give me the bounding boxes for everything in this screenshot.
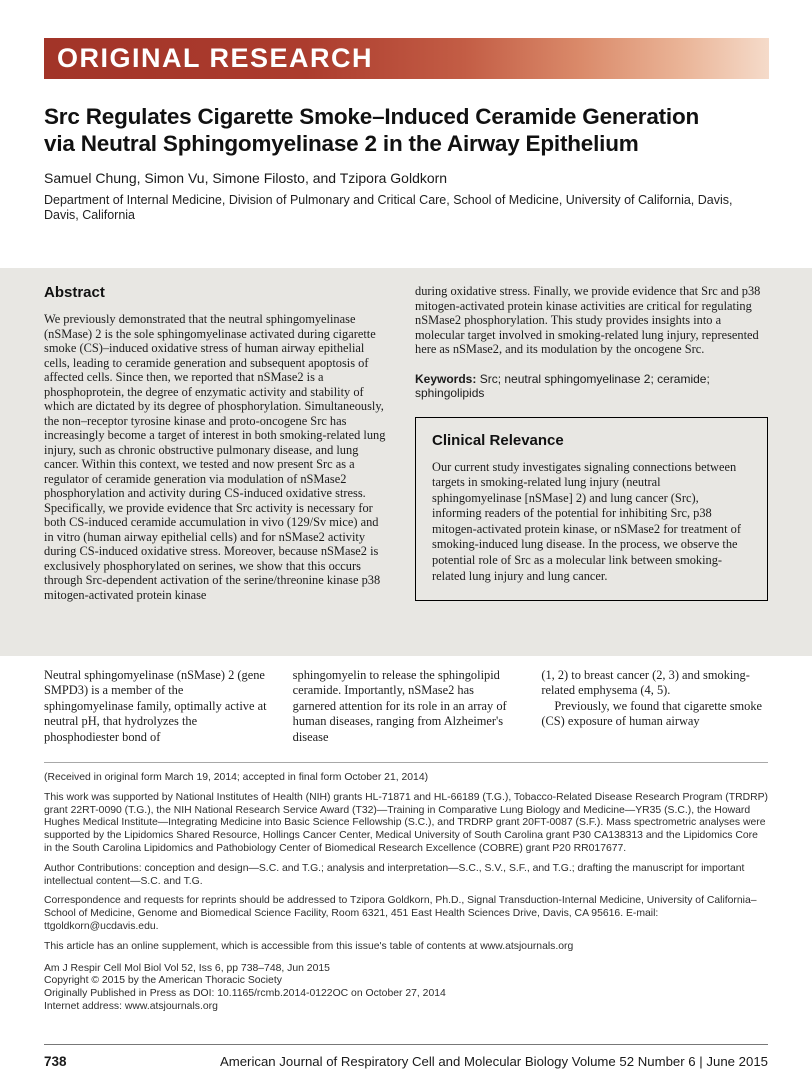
journal-citation: American Journal of Respiratory Cell and Molecular Biology Volume 52 Number 6 | June 2015 bbox=[219, 1054, 768, 1069]
body-column-2 bbox=[293, 668, 520, 745]
banner-label: ORIGINAL RESEARCH bbox=[57, 43, 374, 73]
keywords-label: Keywords: bbox=[415, 371, 477, 386]
title-line-2: via Neutral Sphingomyelinase 2 in the Airway Epithelium bbox=[44, 131, 639, 156]
affiliation: Department of Internal Medicine, Division of Pulmonary and Critical Care, School of Medicine, University of California, Davis, Davis, California bbox=[44, 193, 733, 222]
internet-address-link[interactable]: www.atsjournals.org bbox=[124, 1000, 218, 1012]
abstract-column-left bbox=[44, 284, 387, 602]
author-contributions: Author Contributions: conception and design—S.C. and T.G.; analysis and interpretation—S.C., S.V., S.F., and T.G.; drafting the manuscript for important intellectual content—S.C. and T.G. bbox=[44, 862, 745, 887]
citation-block bbox=[44, 963, 768, 1014]
body-text-col2: sphingomyelin to release the sphingolipid ceramide. Importantly, nSMase2 has garnered attention for its role in an array of human diseases, ranging from Alzheimer's disease bbox=[292, 668, 507, 744]
correspondence-text: Correspondence and requests for reprints should be addressed to Tzipora Goldkorn, Ph.D., Signal Transduction-Internal Medicine, University of California–School of Medicine, Genome and Biomedical Science Facility, Room 6321, 451 East Health Sciences Drive, Davis, CA 95616. E-mail: bbox=[44, 895, 757, 920]
footnotes-section bbox=[44, 762, 768, 1014]
body-text-col3-p1: (1, 2) to breast cancer (2, 3) and smoking-related emphysema (4, 5). bbox=[541, 668, 750, 698]
citation-volume-line: Am J Respir Cell Mol Biol Vol 52, Iss 6, pp 738–748, Jun 2015 bbox=[44, 962, 330, 974]
funding-statement: This work was supported by National Institutes of Health (NIH) grants HL-71871 and HL-66189 (T.G.), Tobacco-Related Disease Research Program (TRDRP) grant 22RT-0090 (T.G.), the NIH National Research Service Award (T32)—Training in Comparative Lung Biology and Medicine—YR35 (S.C.), the Howard Hughes Medical Institute—Integrating Medicine into Basic Science Fellowship (S.C.), and TRDRP grant 20FT-0087 (S.F.). Mass spectrometric analyses were supported by the Lipidomics Shared Resource, Hollings Cancer Center, Medical University of South Carolina grant P30 CA138313 and the Lipidomics Core in the South Carolina Lipidomics and Pathobiology Center of Biomedical Research Excellence (COBRE) grant P20 RR017677. bbox=[44, 791, 768, 854]
article-title bbox=[44, 103, 768, 157]
supplement-url-link[interactable]: www.atsjournals.org bbox=[480, 940, 574, 952]
clinical-relevance-box bbox=[415, 417, 768, 602]
page-footer bbox=[44, 1044, 768, 1069]
correspondence-note bbox=[44, 895, 768, 933]
keywords-line bbox=[415, 372, 768, 401]
clinical-relevance-heading: Clinical Relevance bbox=[432, 431, 564, 449]
article-type-banner bbox=[44, 38, 769, 79]
supplement-note bbox=[44, 941, 768, 954]
internet-address-label: Internet address: bbox=[44, 1000, 125, 1012]
keywords-list: Src; neutral sphingomyelinase 2; ceramide; sphingolipids bbox=[415, 371, 710, 400]
title-line-1: Src Regulates Cigarette Smoke–Induced Ceramide Generation bbox=[44, 104, 700, 129]
article-body bbox=[44, 668, 768, 745]
abstract-section bbox=[0, 268, 812, 656]
body-text-col3-p2: Previously, we found that cigarette smoke (CS) exposure of human airway bbox=[541, 698, 763, 729]
clinical-relevance-text: Our current study investigates signaling connections between targets in smoking-related lung injury (neutral sphingomyelinase [nSMase] 2) and lung cancer (Src), informing readers of the potential for inhibiting Src, p38 mitogen-activated protein kinase, or nSMase2 for treatment of smoking-induced lung disease. In the process, we observe the potential role of Src as a molecular link between smoking-related lung injury and lung cancer. bbox=[432, 459, 741, 583]
body-text-col1: Neutral sphingomyelinase (nSMase) 2 (gene SMPD3) is a member of the sphingomyelinase family, optimally active at neutral pH, that hydrolyzes the phosphodiester bond of bbox=[44, 668, 267, 744]
received-dates: (Received in original form March 19, 2014; accepted in final form October 21, 2014) bbox=[44, 772, 429, 783]
citation-copyright-line: Copyright © 2015 by the American Thoracic Society bbox=[44, 975, 282, 987]
body-column-3 bbox=[541, 668, 768, 745]
supplement-text: This article has an online supplement, which is accessible from this issue's table of contents at bbox=[44, 940, 481, 952]
citation-internet-line bbox=[44, 1001, 768, 1014]
page-number: 738 bbox=[44, 1054, 67, 1069]
footnote-divider bbox=[44, 762, 768, 763]
correspondence-email-link[interactable]: ttgoldkorn@ucdavis.edu. bbox=[44, 920, 159, 932]
abstract-text-1: We previously demonstrated that the neutral sphingomyelinase (nSMase) 2 is the sole sphingomyelinase activated during cigarette smoke (CS)–induced oxidative stress of human airway epithelial cells, leading to ceramide generation and subsequent apoptosis of affected cells. Since then, we reported that nSMase2 is a phosphoprotein, the degree of enzymatic activity and stability of which are dictated by its degree of phosphorylation. Simultaneously, the non–receptor tyrosine kinase and proto-oncogene Src has increasingly become a target of interest in both smoking-related lung injury, such as chronic obstructive pulmonary disease, and lung cancer. Within this context, we tested and now present Src as a regulator of ceramide generation via modulation of nSMase2 phosphorylation and activity during CS-induced oxidative stress. Specifically, we provide evidence that Src activity is necessary for both CS-induced ceramide accumulation in vivo (129/Sv mice) and in vitro (human airway epithelial cells) and for nSMase2 activity during CS-induced oxidative stress. Moreover, because nSMase2 is exclusively phosphorylated on serines, we show that this occurs through Src-dependent activation of the serine/threonine kinase p38 mitogen-activated protein kinase bbox=[44, 312, 386, 602]
body-column-1 bbox=[44, 668, 271, 745]
citation-doi-line: Originally Published in Press as DOI: 10.1165/rcmb.2014-0122OC on October 27, 2014 bbox=[44, 988, 446, 1000]
abstract-text-2: during oxidative stress. Finally, we provide evidence that Src and p38 mitogen-activated protein kinase activities are critical for regulating nSMase2 phosphorylation. This study provides insights into a molecular target involved in smoking-related lung injury, represented here as nSMase2, and its modulation by the oncogene Src. bbox=[415, 284, 761, 356]
abstract-heading: Abstract bbox=[44, 284, 105, 301]
abstract-column-right bbox=[415, 284, 768, 602]
article-header bbox=[44, 103, 768, 223]
author-list: Samuel Chung, Simon Vu, Simone Filosto, and Tzipora Goldkorn bbox=[44, 170, 448, 186]
